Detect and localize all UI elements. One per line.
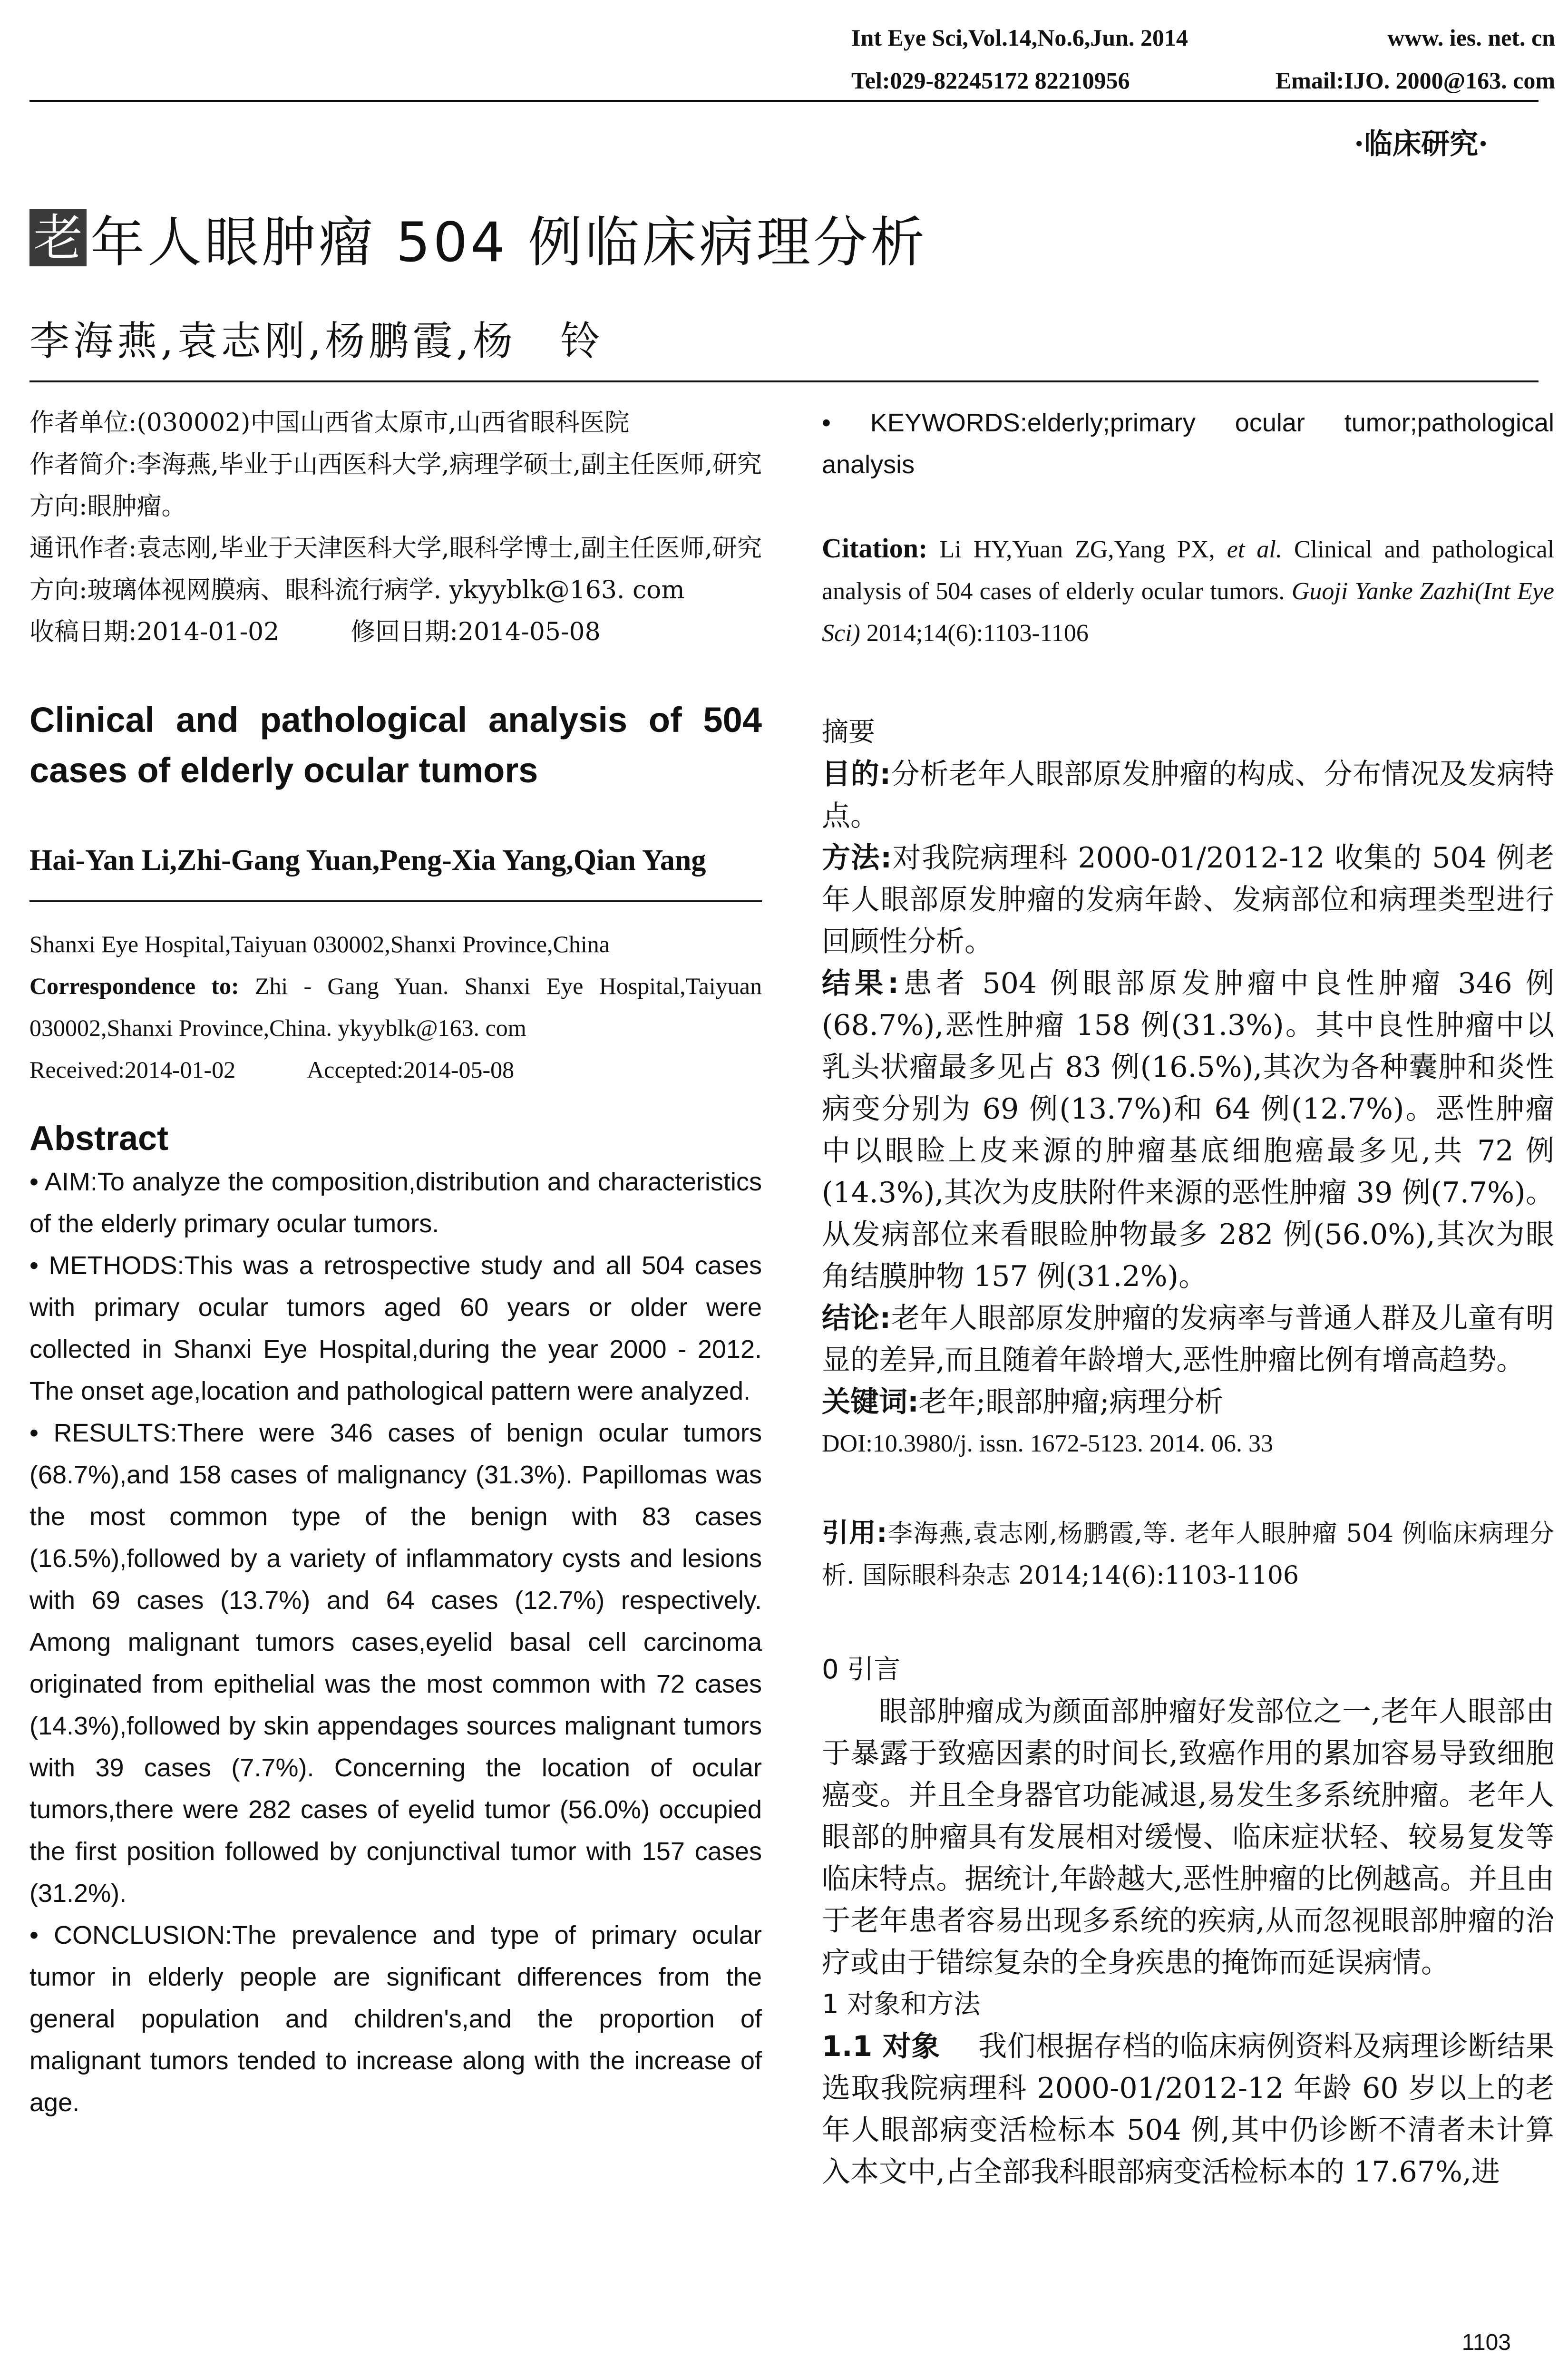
title-initial-mark: 老 [29,209,87,266]
journal-tel: Tel:029-82245172 82210956 [851,67,1130,94]
keywords-en: • KEYWORDS:elderly;primary ocular tumor;pathological analysis [822,409,1554,479]
header-rule [29,100,1539,102]
citation-label: Citation: [822,533,928,564]
cn-keywords-text: 老年;眼部肿瘤;病理分析 [919,1385,1224,1419]
citation-en [822,527,1554,654]
correspondence-label: Correspondence to: [29,973,239,999]
citation-authors: Li HY,Yuan ZG,Yang PX, [939,536,1215,563]
left-column [29,402,762,2124]
cn-methods-label: 方法: [822,841,892,875]
received-date-en: Received:2014-01-02 [29,1056,236,1083]
received-date-cn: 收稿日期:2014-01-02 [29,618,280,646]
abstract-methods: • METHODS:This was a retrospective study and all 504 cases with primary ocular tumors aged 60 years or older were collected in Shanxi Eye Hospital,during the year 2000 - 2012. The onset age,location and pathological pattern were analyzed. [29,1251,762,1405]
citation-et-al: et al. [1227,536,1282,563]
accepted-date-en: Accepted:2014-05-08 [307,1056,515,1083]
abstract-results: • RESULTS:There were 346 cases of benign ocular tumors (68.7%),and 158 cases of malignancy (31.3%). Papillomas was the most common type of the benign with 83 cases (16.5%),followed by a variety of inflammatory cysts and lesions with 69 cases (13.7%) and 64 cases (12.7%) respectively. Among malignant tumors cases,eyelid basal cell carcinoma originated from epithelial was the most common with 72 cases (14.3%),followed by skin appendages sources malignant tumors with 39 cases (7.7%). Concerning the location of ocular tumors,there were 282 cases of eyelid tumor (56.0%) occupied the first position followed by conjunctival tumor with 157 cases (31.2%). [29,1419,762,1908]
cn-citation-text: 李海燕,袁志刚,杨鹏霞,等. 老年人眼肿瘤 504 例临床病理分析. 国际眼科杂志 2014;14(6):1103-1106 [822,1520,1554,1590]
citation-volume: 2014;14(6):1103-1106 [860,620,1089,647]
journal-header-line-2 [851,67,1555,94]
english-dates [29,1049,762,1091]
cn-abstract-aim [822,753,1554,837]
abstract-aim: • AIM:To analyze the composition,distribution and characteristics of the elderly primary ocular tumors. [29,1168,762,1238]
english-authors: Hai-Yan Li,Zhi-Gang Yuan,Peng-Xia Yang,Qian Yang [29,844,706,877]
section-category: ·临床研究· [1354,127,1488,161]
cn-abstract-heading: 摘要 [822,717,875,748]
right-column [822,402,1554,2193]
cn-abstract-methods [822,837,1554,963]
revised-date-cn: 修回日期:2014-05-08 [351,618,601,646]
doi: DOI:10.3980/j. issn. 1672-5123. 2014. 06. 33 [822,1430,1273,1457]
cn-results-text: 患者 504 例眼部原发肿瘤中良性肿瘤 346 例(68.7%),恶性肿瘤 158 例(31.3%)。其中良性肿瘤中以乳头状瘤最多见占 83 例(16.5%),其次为各种囊肿和炎性病变分别为 69 例(13.7%)和 64 例(12.7%)。恶性肿瘤中以眼睑上皮来源的肿瘤基底细胞癌最多见,共 72 例(14.3%),其次为皮肤附件来源的恶性肿瘤 39 例(7.7%)。从发病部位来看眼睑肿物最多 282 例(56.0%),其次为眼角结膜肿物 157 例(31.2%)。 [822,967,1554,1293]
methods-heading: 1 对象和方法 [822,1989,981,2020]
citation-cn [822,1512,1554,1597]
correspondence [29,965,762,1049]
intro-text: 眼部肿瘤成为颜面部肿瘤好发部位之一,老年人眼部由于暴露于致癌因素的时间长,致癌作用的累加容易导致细胞癌变。并且全身器官功能减退,易发生多系统肿瘤。老年人眼部的肿瘤具有发展相对缓慢、临床症状轻、较易复发等临床特点。据统计,年龄越大,恶性肿瘤的比例越高。并且由于老年患者容易出现多系统的疾病,从而忽视眼部肿瘤的治疗或由于错综复杂的全身疾患的掩饰而延误病情。 [822,1695,1554,1979]
journal-email: Email:IJO. 2000@163. com [1275,67,1555,94]
english-title: Clinical and pathological analysis of 504 cases of elderly ocular tumors [29,700,762,790]
methods-sub-label: 1.1 对象 [822,2030,940,2063]
methods-sub-text: 我们根据存档的临床病例资料及病理诊断结果选取我院病理科 2000-01/2012-12 年龄 60 岁以上的老年人眼部病变活检标本 504 例,其中仍诊断不清者未计算入本文中,占全部我科眼部病变活检标本的 17.67%,进 [822,2030,1554,2189]
authors-rule [29,900,762,902]
article-title [29,205,928,274]
title-rule [29,380,1539,382]
cn-keywords [822,1381,1554,1423]
affiliation: Shanxi Eye Hospital,Taiyuan 030002,Shanxi Province,China [29,931,610,957]
title-text: 年人眼肿瘤 504 例临床病理分析 [90,211,928,274]
abstract-heading: Abstract [29,1120,169,1158]
authors-chinese: 李海燕,袁志刚,杨鹏霞,杨 铃 [29,318,604,364]
cn-aim-text: 分析老年人眼部原发肿瘤的构成、分布情况及发病特点。 [822,758,1554,833]
author-bio: 作者简介:李海燕,毕业于山西医科大学,病理学硕士,副主任医师,研究方向:眼肿瘤。 [29,450,762,521]
journal-header-line-1 [851,24,1555,51]
cn-conclusion-label: 结论: [822,1302,891,1335]
methods-subject-text [822,2026,1554,2193]
cn-abstract-conclusion [822,1297,1554,1381]
journal-citation: Int Eye Sci,Vol.14,No.6,Jun. 2014 [851,24,1188,51]
correspondence-text: Zhi - Gang Yuan. Shanxi Eye Hospital,Taiyuan 030002,Shanxi Province,China. ykyyblk@163. com [29,973,762,1041]
cn-keywords-label: 关键词: [822,1385,919,1419]
cn-methods-text: 对我院病理科 2000-01/2012-12 收集的 504 例老年人眼部原发肿瘤的发病年龄、发病部位和病理类型进行回顾性分析。 [822,841,1554,958]
page-number: 1103 [1461,2330,1511,2355]
cn-conclusion-text: 老年人眼部原发肿瘤的发病率与普通人群及儿童有明显的差异,而且随着年龄增大,恶性肿瘤比例有增高趋势。 [822,1302,1554,1377]
author-unit: 作者单位:(030002)中国山西省太原市,山西省眼科医院 [29,409,630,437]
journal-website: www. ies. net. cn [1387,24,1555,51]
citation-journal: Guoji Yanke Zazhi(Int Eye Sci) [822,578,1554,647]
cn-abstract-results [822,963,1554,1297]
corresponding-author: 通讯作者:袁志刚,毕业于天津医科大学,眼科学博士,副主任医师,研究方向:玻璃体视网膜病、眼科流行病学. ykyyblk@163. com [29,534,762,604]
cn-results-label: 结果: [822,967,899,1000]
cn-citation-label: 引用: [822,1518,887,1549]
chinese-dates [29,611,762,653]
abstract-conclusion: • CONCLUSION:The prevalence and type of primary ocular tumor in elderly people are significant differences from the general population and children's,and the proportion of malignant tumors tended to increase along with the increase of age. [29,1921,762,2117]
intro-heading: 0 引言 [822,1654,901,1685]
cn-aim-label: 目的: [822,758,891,791]
citation-title: Clinical and pathological analysis of 504 cases of elderly ocular tumors. [822,536,1555,605]
